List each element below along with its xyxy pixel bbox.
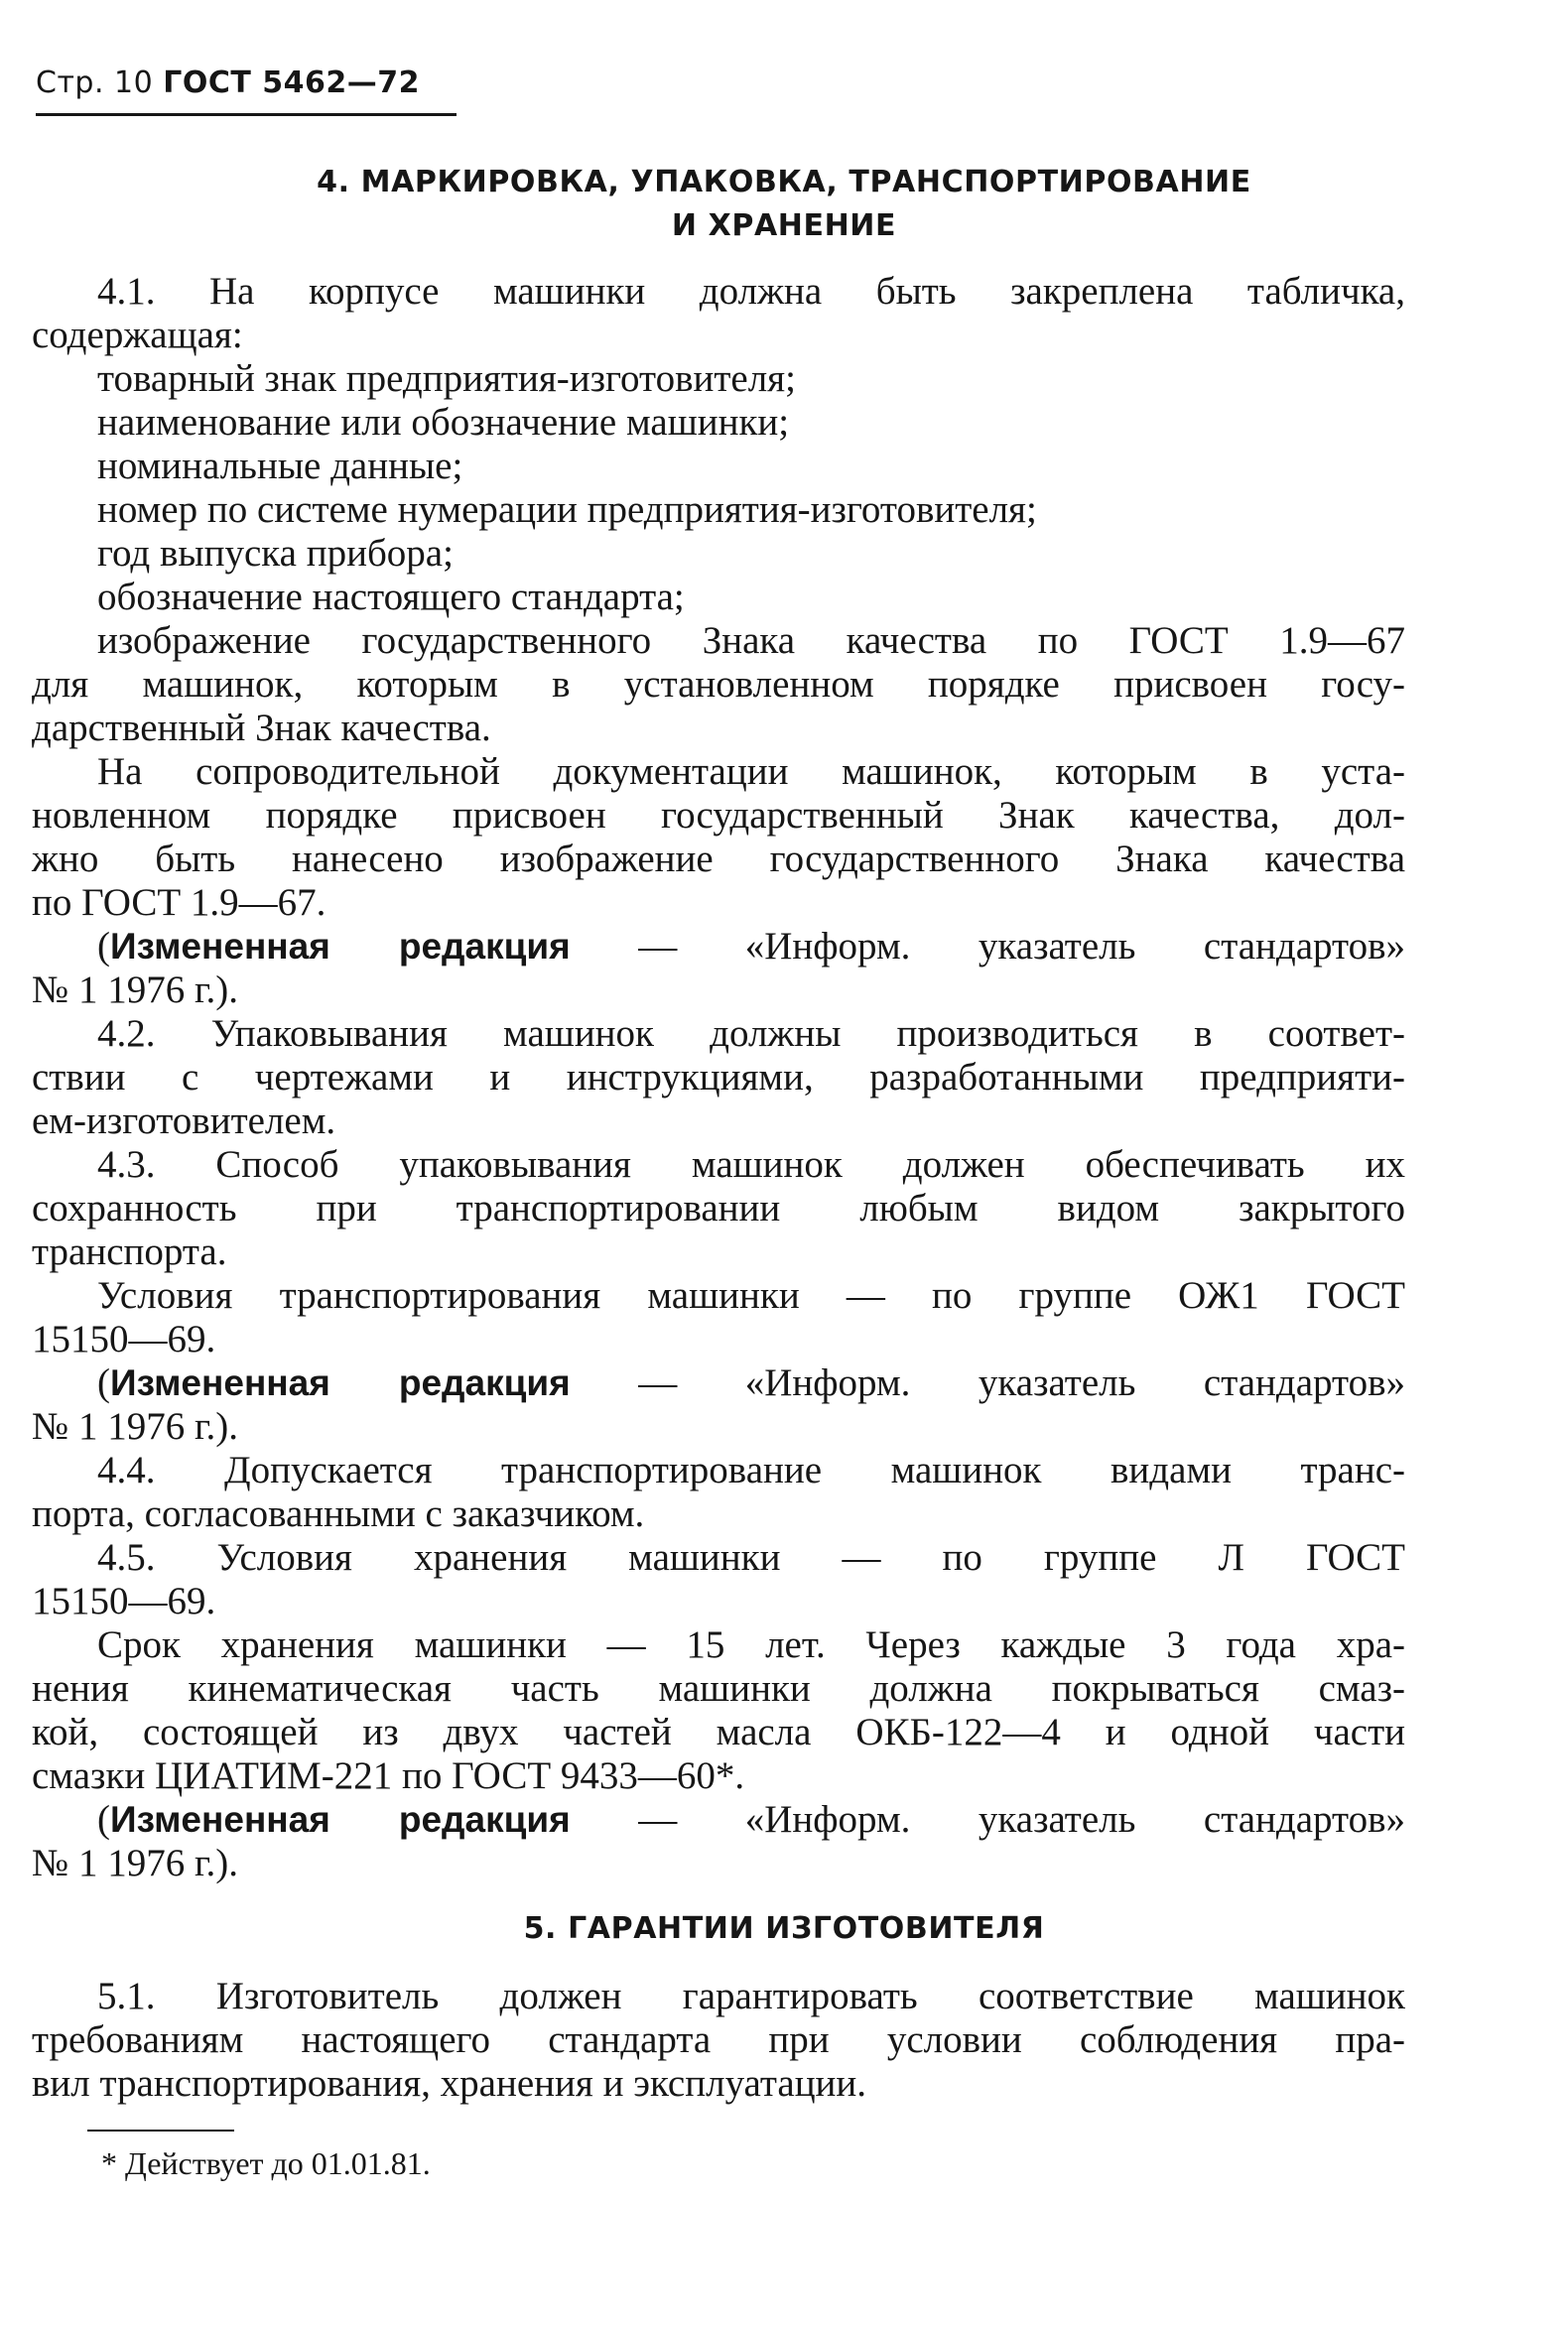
list-item: наименование или обозначение машинки; [97, 401, 790, 444]
paragraph-line: 5.1. Изготовитель должен гарантировать соответствие машинок [97, 1975, 1405, 2017]
paragraph-line: содержащая: [32, 314, 243, 356]
header-text [36, 65, 420, 100]
paragraph-line: вил транспортирования, хранения и эксплуатации. [32, 2062, 867, 2105]
paragraph-line: для машинок, которым в установленном порядке присвоен госу- [32, 663, 1405, 706]
paragraph-line: требованиям настоящего стандарта при условии соблюдения пра- [32, 2018, 1405, 2061]
list-item: изображение государственного Знака качества по ГОСТ 1.9—67 [97, 619, 1405, 662]
amendment-note: (Измененная редакция — «Информ. указатель стандартов» [97, 1798, 1405, 1841]
amendment-note: (Измененная редакция — «Информ. указатель стандартов» [97, 1361, 1405, 1404]
paragraph-line: 4.3. Способ упаковывания машинок должен обеспечивать их [97, 1143, 1405, 1186]
paragraph-line: жно быть нанесено изображение государственного Знака качества [32, 838, 1405, 880]
paragraph-line: 4.1. На корпусе машинки должна быть закреплена табличка, [97, 270, 1405, 313]
paragraph-line: нения кинематическая часть машинки должна покрываться смаз- [32, 1667, 1405, 1710]
paragraph-line: 4.5. Условия хранения машинки — по группе Л ГОСТ [97, 1536, 1405, 1579]
footnote-divider [87, 2130, 234, 2132]
list-item: номинальные данные; [97, 445, 463, 487]
paragraph-line: 4.4. Допускается транспортирование машинок видами транс- [97, 1449, 1405, 1491]
amendment-label: Измененная редакция [110, 1799, 571, 1840]
paragraph-line: транспорта. [32, 1230, 227, 1273]
paragraph-line: смазки ЦИАТИМ-221 по ГОСТ 9433—60*. [32, 1754, 745, 1797]
list-item: товарный знак предприятия-изготовителя; [97, 357, 796, 400]
section-4-title-line-2: И ХРАНЕНИЕ [671, 208, 897, 243]
paragraph-line: дарственный Знак качества. [32, 707, 491, 749]
list-item: номер по системе нумерации предприятия-изготовителя; [97, 488, 1037, 531]
paragraph-line: Условия транспортирования машинки — по группе ОЖ1 ГОСТ [97, 1274, 1405, 1317]
amendment-note-end: № 1 1976 г.). [32, 1405, 239, 1448]
paragraph-line: по ГОСТ 1.9—67. [32, 881, 327, 924]
page-number: Стр. 10 [36, 65, 154, 100]
amendment-note-end: № 1 1976 г.). [32, 1842, 239, 1884]
paragraph-line: 15150—69. [32, 1318, 216, 1360]
amendment-label: Измененная редакция [110, 1362, 571, 1403]
paragraph-line: порта, согласованными с заказчиком. [32, 1492, 645, 1535]
list-item: год выпуска прибора; [97, 532, 454, 575]
footnote: * Действует до 01.01.81. [101, 2145, 431, 2181]
paragraph-line: ствии с чертежами и инструкциями, разработанными предприяти- [32, 1056, 1405, 1099]
paragraph-line: сохранность при транспортировании любым видом закрытого [32, 1187, 1405, 1229]
paragraph-line: кой, состоящей из двух частей масла ОКБ-122—4 и одной части [32, 1711, 1405, 1753]
paragraph-line: ем-изготовителем. [32, 1099, 336, 1142]
section-4-title-line-1: 4. МАРКИРОВКА, УПАКОВКА, ТРАНСПОРТИРОВАНИЕ [317, 165, 1251, 199]
amendment-note-end: № 1 1976 г.). [32, 969, 239, 1011]
amendment-label: Измененная редакция [110, 926, 571, 967]
document-number: ГОСТ 5462—72 [163, 65, 421, 100]
paragraph-line: На сопроводительной документации машинок, которым в уста- [97, 750, 1405, 793]
amendment-note: (Измененная редакция — «Информ. указатель стандартов» [97, 925, 1405, 968]
paragraph-line: новленном порядке присвоен государственный Знак качества, дол- [32, 794, 1405, 837]
header-underline [36, 113, 457, 116]
paragraph-line: Срок хранения машинки — 15 лет. Через каждые 3 года хра- [97, 1623, 1405, 1666]
paragraph-line: 15150—69. [32, 1580, 216, 1622]
paragraph-line: 4.2. Упаковывания машинок должны производиться в соответ- [97, 1012, 1405, 1055]
section-5-title: 5. ГАРАНТИИ ИЗГОТОВИТЕЛЯ [523, 1911, 1045, 1946]
list-item: обозначение настоящего стандарта; [97, 576, 685, 618]
